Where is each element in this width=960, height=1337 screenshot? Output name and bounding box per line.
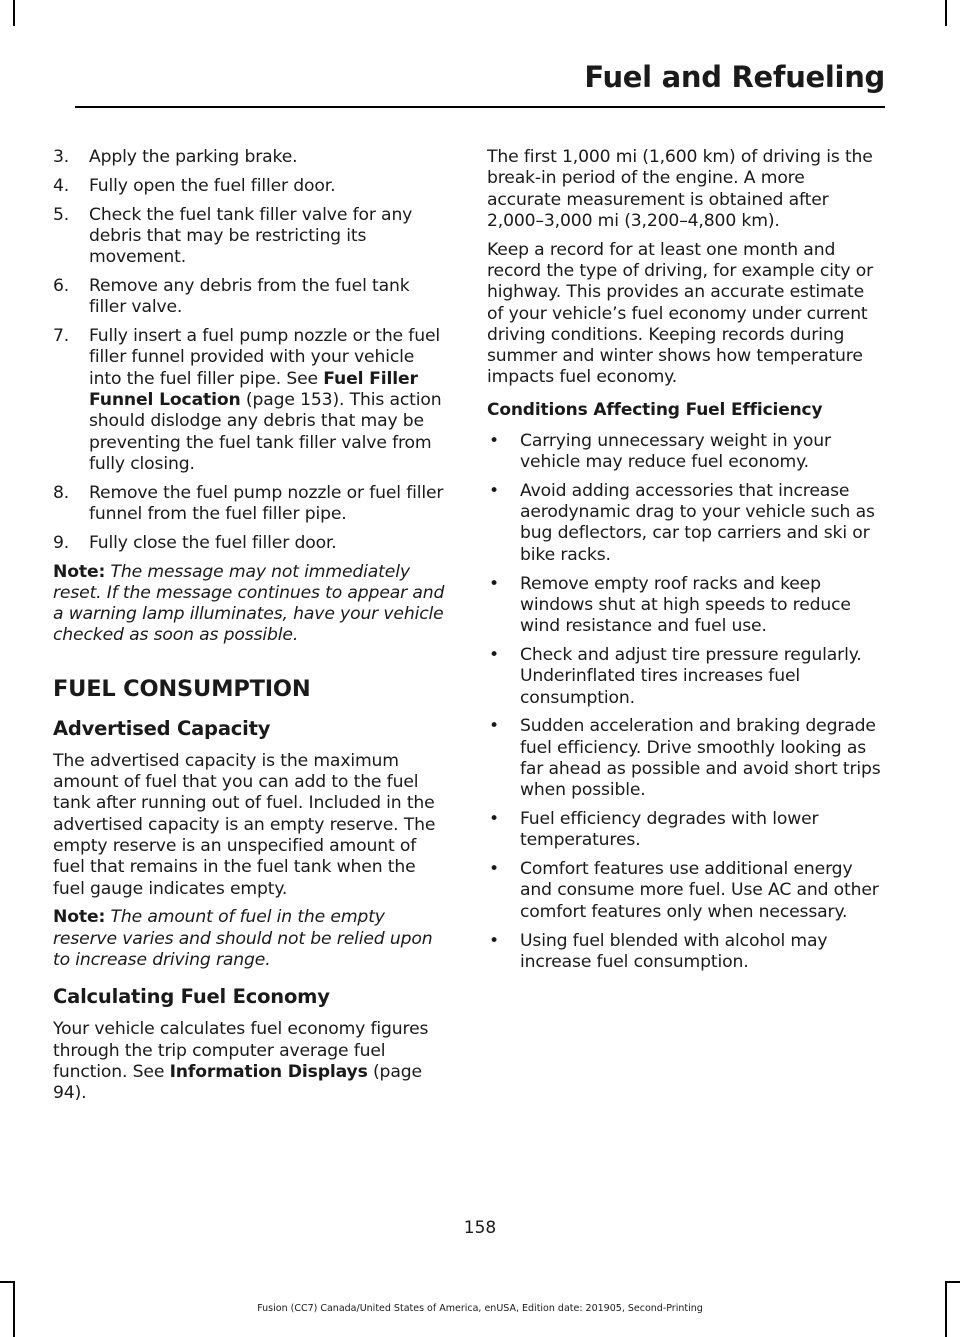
note-text: The message may not immediately reset. If the message continues to appear and a warning lamp illuminates, have your vehicle checked as soon as possible. bbox=[53, 561, 445, 646]
bullet-icon: • bbox=[489, 573, 499, 594]
step-7-text-pre: Fully insert a fuel pump nozzle or the fuel filler funnel provided with your vehicle into the fuel filler pipe. See bbox=[89, 326, 440, 389]
step-text: Fully open the fuel filler door. bbox=[89, 175, 336, 196]
break-in-paragraph: The first 1,000 mi (1,600 km) of driving is the break-in period of the engine. A more accurate measurement is obtained after 2,000–3,000 mi (3,200–4,800 km). bbox=[487, 147, 873, 231]
calc-text-post: (page 94). bbox=[53, 1061, 422, 1104]
bullet-icon: • bbox=[489, 716, 499, 737]
bullet-text: Carrying unnecessary weight in your vehicle may reduce fuel economy. bbox=[520, 430, 831, 473]
step-text: Remove any debris from the fuel tank filler valve. bbox=[89, 275, 410, 318]
step-text: Apply the parking brake. bbox=[89, 147, 298, 167]
step-7 bbox=[53, 326, 449, 475]
bullet-text: Using fuel blended with alcohol may increase fuel consumption. bbox=[520, 930, 828, 972]
step-4 bbox=[53, 176, 449, 197]
list-item bbox=[487, 645, 883, 709]
step-text: Fully close the fuel filler door. bbox=[89, 532, 337, 553]
bullet-icon: • bbox=[489, 859, 499, 880]
bullet-icon: • bbox=[489, 480, 499, 501]
note-text: The amount of fuel in the empty reserve varies and should not be relied upon to increase driving range. bbox=[53, 907, 433, 970]
bullet-icon: • bbox=[489, 430, 499, 451]
bullet-icon: • bbox=[489, 644, 499, 665]
bullet-icon: • bbox=[489, 809, 499, 830]
heading-calculating-fuel-economy: Calculating Fuel Economy bbox=[53, 985, 330, 1009]
crop-mark-top-left-v bbox=[13, 0, 15, 26]
bullet-icon: • bbox=[489, 930, 499, 951]
step-number: 8. bbox=[53, 482, 70, 503]
bullet-text: Sudden acceleration and braking degrade fuel efficiency. Drive smoothly looking as far ahead as possible and avoid short trips when possible. bbox=[520, 716, 881, 801]
left-column bbox=[53, 147, 449, 1112]
list-item bbox=[487, 859, 883, 923]
step-number: 4. bbox=[53, 175, 70, 196]
crop-mark-top-right-v bbox=[945, 0, 947, 26]
crop-mark-bottom-right-h bbox=[945, 1281, 960, 1283]
step-number: 6. bbox=[53, 275, 70, 296]
step-number: 3. bbox=[53, 147, 70, 167]
step-text bbox=[89, 326, 449, 475]
list-item bbox=[487, 431, 883, 474]
step-3 bbox=[53, 147, 449, 168]
fuel-filler-funnel-location-link[interactable]: Fuel Filler Funnel Location bbox=[89, 368, 418, 410]
section-title-fuel-consumption: FUEL CONSUMPTION bbox=[53, 675, 311, 702]
list-item bbox=[487, 716, 883, 801]
note-empty-reserve bbox=[53, 907, 449, 971]
bullet-text: Comfort features use additional energy and consume more fuel. Use AC and other comfort features only when necessary. bbox=[520, 859, 879, 922]
step-number: 9. bbox=[53, 532, 70, 553]
step-5 bbox=[53, 205, 449, 269]
bullet-text: Remove empty roof racks and keep windows shut at high speeds to reduce wind resistance and fuel use. bbox=[520, 573, 851, 637]
note-label: Note: bbox=[53, 561, 106, 582]
step-7-text-post: (page 153). This action should dislodge any debris that may be preventing the fuel tank filler valve from fully closing. bbox=[89, 389, 442, 474]
bullet-text: Fuel efficiency degrades with lower temperatures. bbox=[520, 809, 819, 851]
header-rule bbox=[75, 106, 885, 108]
calc-text-pre: Your vehicle calculates fuel economy figures through the trip computer average fuel function. See bbox=[53, 1019, 429, 1082]
heading-conditions-affecting-fuel-efficiency: Conditions Affecting Fuel Efficiency bbox=[487, 399, 823, 420]
advertised-capacity-text: The advertised capacity is the maximum amount of fuel that you can add to the fuel tank after running out of fuel. Included in the advertised capacity is an empty reserve. The empty reserve is an unspecified amount of fuel that remains in the fuel tank when the fuel gauge indicates empty. bbox=[53, 750, 436, 899]
calculating-fuel-economy-text bbox=[53, 1019, 449, 1104]
note-label: Note: bbox=[53, 907, 106, 928]
footer-edition-info: Fusion (CC7) Canada/United States of America, enUSA, Edition date: 201905, Second-Printing bbox=[257, 1303, 703, 1314]
right-column bbox=[487, 147, 883, 981]
step-number: 5. bbox=[53, 204, 70, 225]
bullet-text: Avoid adding accessories that increase aerodynamic drag to your vehicle such as bug deflectors, car top carriers and ski or bike racks. bbox=[520, 480, 875, 565]
step-text: Remove the fuel pump nozzle or fuel filler funnel from the fuel filler pipe. bbox=[89, 482, 444, 524]
page-number: 158 bbox=[463, 1218, 497, 1238]
step-8 bbox=[53, 483, 449, 526]
step-6 bbox=[53, 276, 449, 319]
list-item bbox=[487, 931, 883, 974]
crop-mark-bottom-left-h bbox=[0, 1281, 15, 1283]
step-9 bbox=[53, 533, 449, 554]
information-displays-link[interactable]: Information Displays bbox=[169, 1061, 368, 1082]
list-item bbox=[487, 574, 883, 638]
page-header-title: Fuel and Refueling bbox=[584, 60, 885, 94]
record-keeping-paragraph: Keep a record for at least one month and record the type of driving, for example city or highway. This provides an accurate estimate of your vehicle’s fuel economy under current driving conditions. Keeping records during summer and winter shows how temperature impacts fuel economy. bbox=[487, 239, 874, 388]
heading-advertised-capacity: Advertised Capacity bbox=[53, 716, 271, 740]
step-text: Check the fuel tank filler valve for any debris that may be restricting its movement. bbox=[89, 204, 413, 268]
step-number: 7. bbox=[53, 326, 70, 347]
bullet-text: Check and adjust tire pressure regularly. Underinflated tires increases fuel consumption. bbox=[520, 644, 862, 708]
list-item bbox=[487, 481, 883, 566]
note-message-reset bbox=[53, 562, 449, 647]
list-item bbox=[487, 809, 883, 852]
